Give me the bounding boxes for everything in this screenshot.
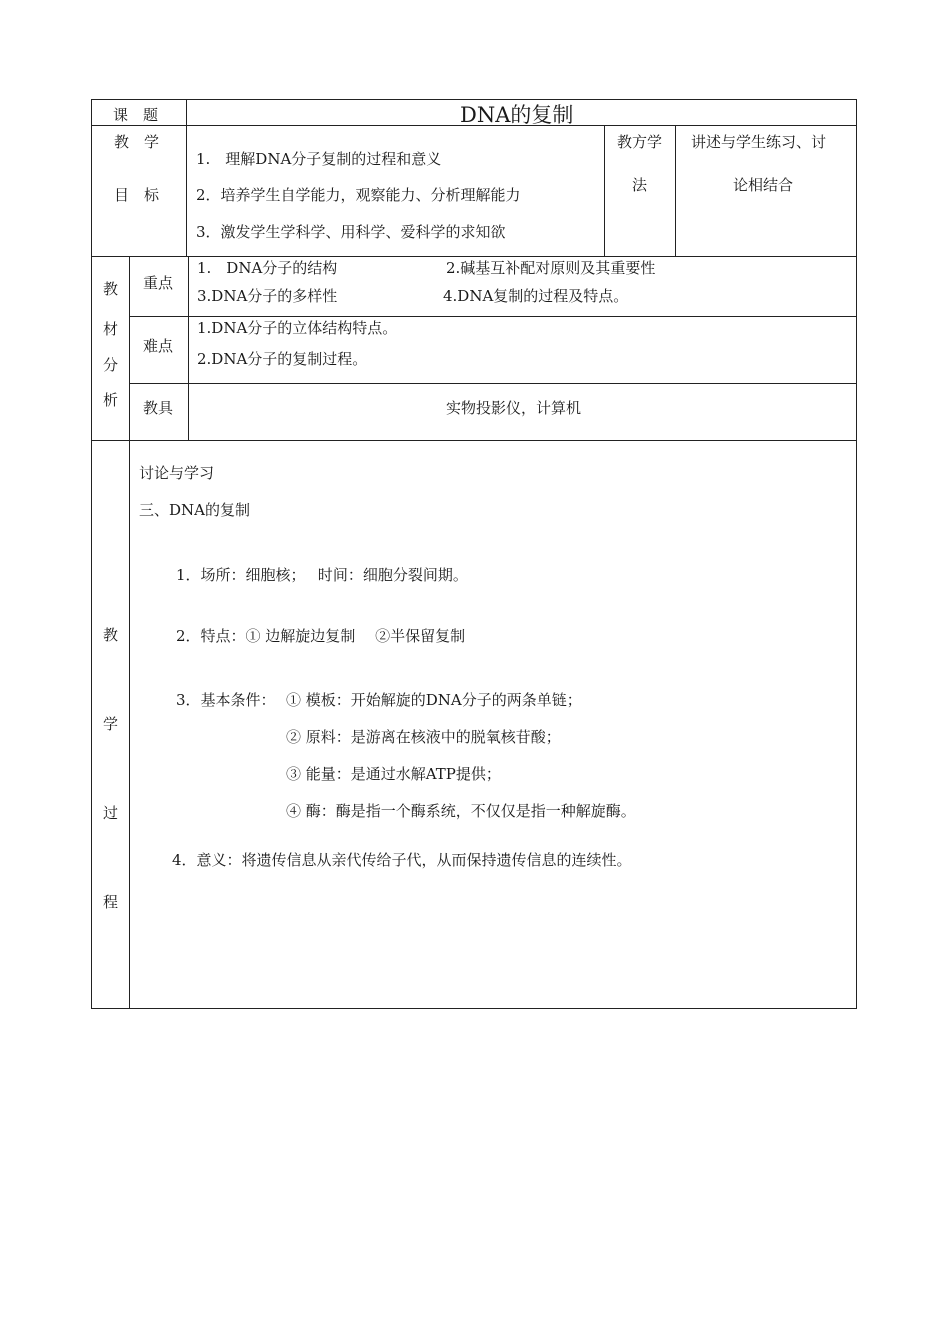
table-rule [129,383,857,384]
condition-item: ① 模板：开始解旋的DNA分子的两条单链； [286,691,582,709]
key-points-label: 重点 [143,274,174,292]
condition-item: ② 原料：是游离在核液中的脱氧核苷酸； [286,728,561,746]
method-text: 论相结合 [733,176,794,194]
objective-item: 2．培养学生自学能力，观察能力、分析理解能力 [196,186,521,204]
method-label: 法 [632,176,648,194]
analysis-section-label: 材 [103,320,119,338]
table-rule [675,125,676,257]
difficult-point: 1.DNA分子的立体结构特点。 [197,319,398,337]
process-section-label: 学 [103,715,119,733]
table-rule [188,256,189,441]
difficult-point: 2.DNA分子的复制过程。 [197,350,368,368]
process-heading: 讨论与学习 [139,464,215,482]
objectives-label: 目 标 [114,186,160,204]
objectives-label: 教 学 [114,133,160,151]
analysis-section-label: 分 [103,356,119,374]
method-label: 教方学 [617,133,663,151]
table-rule [186,99,187,257]
process-section-label: 程 [103,893,119,911]
key-point: 1. DNA分子的结构 [197,259,338,277]
objective-item: 3．激发学生学科学、用科学、爱科学的求知欲 [196,223,506,241]
process-section-label: 教 [103,626,119,644]
process-item: 1．场所：细胞核； 时间：细胞分裂间期。 [176,566,468,584]
analysis-section-label: 教 [103,280,119,298]
difficult-points-label: 难点 [143,337,174,355]
table-rule [129,256,130,1009]
page-title: DNA的复制 [460,103,574,127]
objective-item: 1. 理解DNA分子复制的过程和意义 [196,150,442,168]
process-section-label: 过 [103,804,119,822]
key-point: 3.DNA分子的多样性 [197,287,338,305]
table-rule [604,125,605,257]
table-rule [91,440,857,441]
table-border-left [91,99,92,1009]
topic-label: 课 题 [113,106,159,124]
process-item: 4．意义：将遗传信息从亲代传给子代，从而保持遗传信息的连续性。 [172,851,632,869]
process-item: 3．基本条件： [176,691,276,709]
table-border-right [856,99,857,1009]
method-text: 讲述与学生练习、讨 [691,133,827,151]
process-item: 2．特点：① 边解旋边复制 ②半保留复制 [176,627,466,645]
process-subheading: 三、DNA的复制 [139,501,250,519]
key-point: 4.DNA复制的过程及特点。 [443,287,629,305]
table-border-bottom [91,1008,857,1009]
analysis-section-label: 析 [103,391,119,409]
condition-item: ④ 酶：酶是指一个酶系统，不仅仅是指一种解旋酶。 [286,802,636,820]
tools-text: 实物投影仪，计算机 [446,399,582,417]
condition-item: ③ 能量：是通过水解ATP提供； [286,765,501,783]
key-point: 2.碱基互补配对原则及其重要性 [446,259,656,277]
tools-label: 教具 [143,399,174,417]
